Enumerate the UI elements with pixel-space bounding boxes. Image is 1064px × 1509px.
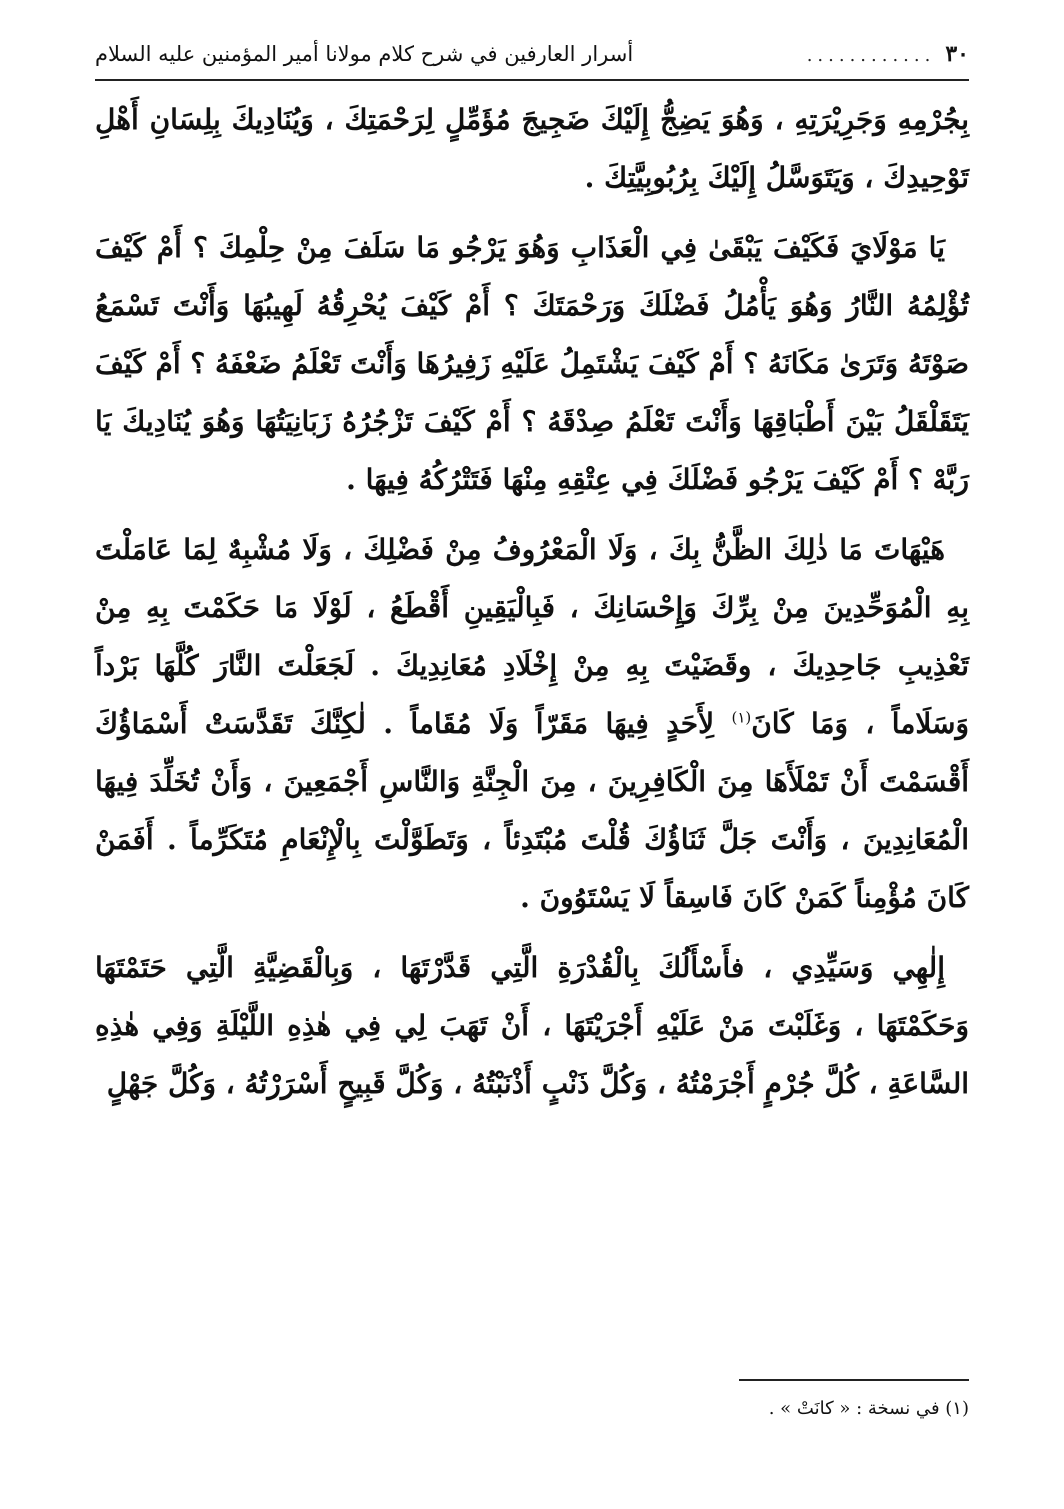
footnote-divider [739,1379,969,1381]
footnote-reference[interactable]: (١) [731,708,752,727]
running-header [95,40,969,81]
leader-dots: ............ [806,45,936,66]
paragraph-3-part-2: لِأَحَدٍ فِيهَا مَقَرّاً وَلَا مُقَاماً . لٰكِنَّكَ تَقَدَّسَتْ أَسْمَاؤُكَ أَقْسَمْتَ أَنْ تَمْلَأَهَا مِنَ الْكَافِرِينَ ، مِنَ الْجِنَّةِ وَالنَّاسِ أَجْمَعِينَ ، وَأَنْ تُخَلِّدَ فِيهَا الْمُعَانِدِينَ ، وَأَنْتَ جَلَّ ثَنَاؤُكَ قُلْتَ مُبْتَدِئاً ، وَتَطَوَّلْتَ بِالْإِنْعَامِ مُتَكَرِّماً . أَفَمَنْ كَانَ مُؤْمِناً كَمَنْ كَانَ فَاسِقاً لَا يَسْتَوُونَ . [95,706,969,914]
page-number: ٣٠ [945,41,969,67]
running-title: أسرار العارفين في شرح كلام مولانا أمير المؤمنين عليه السلام [95,42,634,66]
footnote: (١) في نسخة : « كانَتْ » . [768,1397,969,1419]
paragraph-2: يَا مَوْلَايَ فَكَيْفَ يَبْقَىٰ فِي الْعَذَابِ وَهُوَ يَرْجُو مَا سَلَفَ مِنْ حِلْمِكَ ؟ أَمْ كَيْفَ تُؤْلِمُهُ النَّارُ وَهُوَ يَأْمُلُ فَضْلَكَ وَرَحْمَتَكَ ؟ أَمْ كَيْفَ يُحْرِقُهُ لَهِيبُهَا وَأَنْتَ تَسْمَعُ صَوْتَهُ وَتَرَىٰ مَكَانَهُ ؟ أَمْ كَيْفَ يَشْتَمِلُ عَلَيْهِ زَفِيرُهَا وَأَنْتَ تَعْلَمُ ضَعْفَهُ ؟ أَمْ كَيْفَ يَتَقَلْقَلُ بَيْنَ أَطْبَاقِهَا وَأَنْتَ تَعْلَمُ صِدْقَهُ ؟ أَمْ كَيْفَ تَزْجُرُهُ زَبَانِيَتُهَا وَهُوَ يُنَادِيكَ يَا رَبَّهْ ؟ أَمْ كَيْفَ يَرْجُو فَضْلَكَ فِي عِتْقِهِ مِنْهَا فَتَتْرُكُهُ فِيهَا . [95,230,969,496]
paragraph-3-part-1: هَيْهَاتَ مَا ذٰلِكَ الظَّنُّ بِكَ ، وَلَا الْمَعْرُوفُ مِنْ فَضْلِكَ ، وَلَا مُشْبِهٌ لِمَا عَامَلْتَ بِهِ الْمُوَحِّدِينَ مِنْ بِرِّكَ وَإِحْسَانِكَ ، فَبِالْيَقِينِ أَقْطَعُ ، لَوْلَا مَا حَكَمْتَ بِهِ مِنْ تَعْذِيبِ جَاحِدِيكَ ، وقَضَيْتَ بِهِ مِنْ إِخْلَادِ مُعَانِدِيكَ . لَجَعَلْتَ النَّارَ كُلَّهَا بَرْداً وَسَلَاماً ، وَمَا كَانَ [95,532,970,740]
paragraph-3 [95,521,969,927]
body-text [95,91,969,1113]
document-page [95,40,969,1469]
paragraph-4: إِلٰهِي وَسَيِّدِي ، فأَسْأَلُكَ بِالْقُدْرَةِ الَّتِي قَدَّرْتَهَا ، وَبِالْقَضِيَّةِ الَّتِي حَتَمْتَهَا وَحَكَمْتَهَا ، وَغَلَبْتَ مَنْ عَلَيْهِ أَجْرَيْتَهَا ، أَنْ تَهَبَ لِي فِي هٰذِهِ اللَّيْلَةِ وَفِي هٰذِهِ السَّاعَةِ ، كُلَّ جُرْمٍ أَجْرَمْتُهُ ، وَكُلَّ ذَنْبٍ أَذْنَبْتُهُ ، وَكُلَّ قَبِيحٍ أَسْرَرْتُهُ ، وَكُلَّ جَهْلٍ [95,950,969,1100]
paragraph-1: بِجُرْمِهِ وَجَرِيْرَتِهِ ، وَهُوَ يَضِجُّ إِلَيْكَ ضَجِيجَ مُؤَمِّلٍ لِرَحْمَتِكَ ، وَيُنَادِيكَ بِلِسَانِ أَهْلِ تَوْحِيدِكَ ، وَيَتَوَسَّلُ إِلَيْكَ بِرُبُوبِيَّتِكَ . [95,102,969,194]
